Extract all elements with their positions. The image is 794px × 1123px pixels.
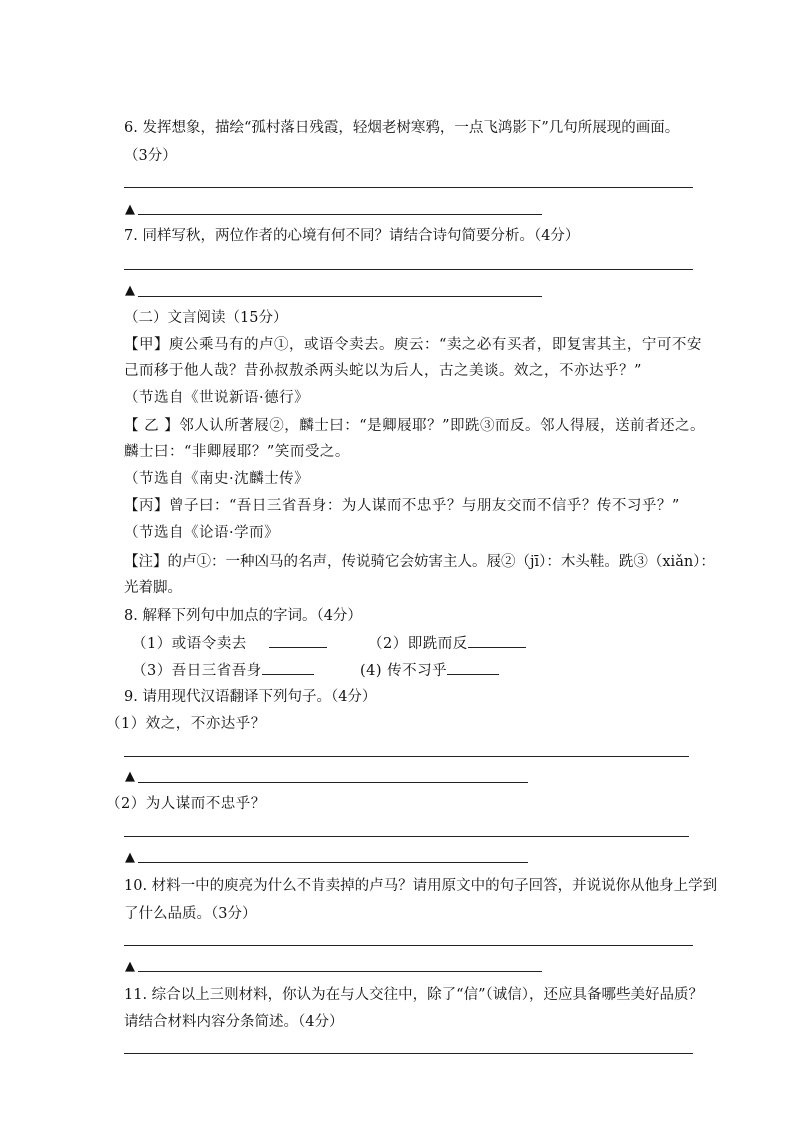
question-8-item-4: [360, 660, 499, 681]
passage-jia-line-1: 【甲】庾公乘马有的卢①，或语令卖去。庾云：“卖之必有买者，即复害其主，宁可不安: [124, 337, 702, 353]
passage-jia-line-2: 己而移于他人哉？昔孙叔敖杀两头蛇以为后人，古之美谈。效之，不亦达乎？”: [124, 363, 642, 379]
answer-line[interactable]: [124, 756, 689, 757]
fill-blank-3[interactable]: [262, 660, 314, 675]
answer-line[interactable]: [124, 1053, 693, 1054]
fill-blank-2[interactable]: [468, 633, 526, 648]
question-8-item-3-text: （3）吾日三省吾身: [132, 663, 262, 679]
question-6-line-1: 6. 发挥想象，描绘“孤村落日残霞，轻烟老树寒鸦，一点飞鸿影下”几句所展现的画面。: [124, 120, 680, 136]
question-6-line-2: （3分）: [124, 148, 177, 164]
passage-bing-source: （节选自《论语·学而》: [124, 525, 280, 541]
fill-blank-1[interactable]: [269, 633, 327, 648]
passage-yi-line-1: 【 乙 】邻人认所著屐②，麟士曰：“是卿屐耶？”即跣③而反。邻人得屐，送前者还之。: [124, 418, 706, 434]
answer-marker: ▲: [125, 959, 135, 974]
question-9-item-2: （2）为人谋而不忠乎？: [106, 796, 266, 812]
question-8-item-2: [368, 633, 526, 654]
section-heading: （二）文言阅读（15分）: [124, 310, 288, 326]
passage-yi-line-2: 麟士曰：“非卿屐耶？”笑而受之。: [124, 444, 350, 460]
passage-jia-source: （节选自《世说新语·德行》: [124, 390, 310, 406]
answer-line[interactable]: [138, 214, 542, 215]
question-9-item-1: （1）效之，不亦达乎？: [106, 716, 266, 732]
question-11-line-2: 请结合材料内容分条简述。（4分）: [124, 1014, 344, 1030]
question-7-line-1: 7. 同样写秋，两位作者的心境有何不同？请结合诗句简要分析。（4分）: [124, 228, 580, 244]
answer-marker: ▲: [125, 202, 135, 217]
answer-line[interactable]: [124, 945, 693, 946]
answer-line[interactable]: [138, 782, 528, 783]
passage-bing-line-1: 【丙】曾子曰：“吾日三省吾身：为人谋而不忠乎？与朋友交而不信乎？传不习乎？”: [124, 498, 680, 514]
passage-yi-source: （节选自《南史·沈麟士传》: [124, 471, 310, 487]
answer-line[interactable]: [124, 269, 693, 270]
answer-line[interactable]: [138, 296, 542, 297]
fill-blank-4[interactable]: [447, 660, 499, 675]
answer-line[interactable]: [138, 971, 542, 972]
question-9-stem: 9. 请用现代汉语翻译下列句子。（4分）: [124, 689, 377, 705]
answer-line[interactable]: [124, 187, 693, 188]
answer-marker: ▲: [125, 850, 135, 865]
answer-marker: ▲: [125, 283, 135, 298]
question-10-line-2: 了什么品质。（3分）: [124, 906, 257, 922]
question-8-item-2-text: （2）即跣而反: [368, 636, 468, 652]
answer-line[interactable]: [138, 862, 528, 863]
question-8-item-1: [132, 633, 327, 654]
question-10-line-1: 10. 材料一中的庾亮为什么不肯卖掉的卢马？请用原文中的句子回答，并说说你从他身上学到: [124, 878, 718, 894]
note-line-2: 光着脚。: [124, 580, 182, 596]
question-8-stem: 8. 解释下列句中加点的字词。（4分）: [124, 608, 362, 624]
question-8-item-3: [132, 660, 314, 681]
answer-marker: ▲: [125, 769, 135, 784]
question-8-item-4-text: (4) 传不习乎: [360, 663, 448, 679]
answer-line[interactable]: [124, 836, 689, 837]
question-11-line-1: 11. 综合以上三则材料，你认为在与人交往中，除了“信”（诚信），还应具备哪些美好品质？: [124, 987, 703, 1003]
question-8-item-1-text: （1）或语令卖去: [132, 636, 247, 652]
note-line-1: 【注】的卢①：一种凶马的名声，传说骑它会妨害主人。屐②（jī）：木头鞋。跣③（xiǎn）：: [124, 554, 715, 570]
